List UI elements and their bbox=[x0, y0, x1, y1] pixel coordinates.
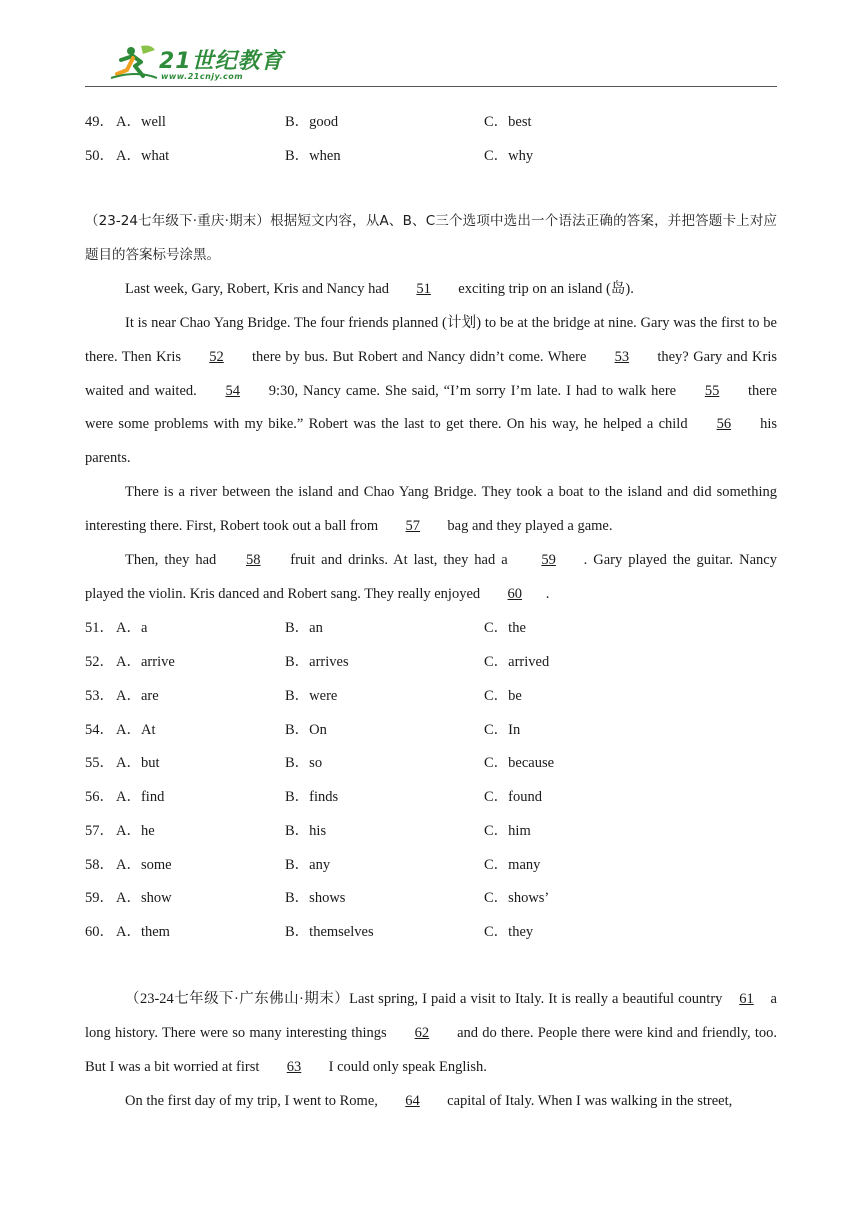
passage-paragraph-4 bbox=[85, 544, 777, 612]
blank-62: 62 bbox=[414, 1024, 430, 1041]
passage-text: Then, they had bbox=[125, 552, 223, 568]
question-number: 59． bbox=[85, 890, 114, 906]
option-c[interactable]: C．best bbox=[484, 114, 532, 130]
option-c[interactable]: C．because bbox=[484, 755, 555, 771]
section-instructions bbox=[85, 205, 777, 273]
question-number: 49． bbox=[85, 114, 114, 130]
option-c[interactable]: C．him bbox=[484, 823, 531, 839]
option-b[interactable]: B．finds bbox=[285, 789, 339, 805]
option-b[interactable]: B．good bbox=[285, 114, 339, 130]
question-number: 52． bbox=[85, 654, 114, 670]
passage-text: . bbox=[545, 585, 550, 602]
option-b[interactable]: B．an bbox=[285, 620, 323, 636]
passage-text: they? Gary and Kris waited and waited. bbox=[85, 348, 778, 399]
passage-text: There is a river between the island and Chao Yang Bridge. They took a boat to the island and did something interesting there. First, Robert took out a ball from bbox=[85, 484, 777, 534]
logo-url: www.21cnjy.com bbox=[161, 72, 244, 81]
option-b[interactable]: B．were bbox=[285, 688, 338, 704]
option-a[interactable]: A．well bbox=[116, 114, 166, 130]
passage-text: . Gary played the guitar. Nancy played the violin. Kris danced and Robert sang. They really enjoyed bbox=[85, 552, 777, 602]
passage-paragraph-6 bbox=[85, 1085, 777, 1119]
passage-text: （23-24七年级下·广东佛山·期末）Last spring, I paid a visit to Italy. It is really a beautiful country bbox=[125, 991, 727, 1007]
blank-56: 56 bbox=[716, 416, 732, 433]
option-a[interactable]: A．arrive bbox=[116, 654, 175, 670]
blank-64: 64 bbox=[405, 1093, 420, 1109]
question-number: 58． bbox=[85, 857, 114, 873]
option-c[interactable]: C．shows’ bbox=[484, 890, 550, 906]
option-row-60 bbox=[85, 922, 777, 942]
option-a[interactable]: A．but bbox=[116, 755, 160, 771]
passage-text: exciting trip on an island (岛). bbox=[454, 281, 634, 297]
option-b[interactable]: B．themselves bbox=[285, 924, 374, 940]
passage-text: there by bus. But Robert and Nancy didn’t come. Where bbox=[247, 348, 591, 365]
question-number: 55． bbox=[85, 755, 114, 771]
question-number: 60． bbox=[85, 924, 114, 940]
option-row-59 bbox=[85, 888, 777, 908]
question-number: 50． bbox=[85, 148, 114, 164]
option-b[interactable]: B．arrives bbox=[285, 654, 349, 670]
question-number: 57． bbox=[85, 823, 114, 839]
option-a[interactable]: A．a bbox=[116, 620, 148, 636]
option-c[interactable]: C．they bbox=[484, 924, 534, 940]
option-row-58 bbox=[85, 855, 777, 875]
option-a[interactable]: A．what bbox=[116, 148, 170, 164]
option-row-55 bbox=[85, 753, 777, 773]
blank-55: 55 bbox=[704, 382, 720, 399]
option-c[interactable]: C．many bbox=[484, 857, 541, 873]
passage-text: there were some problems with my bike.” Robert was the last to get there. On his way, he helped a child bbox=[85, 382, 777, 433]
passage-paragraph-5 bbox=[85, 983, 777, 1084]
option-row-53 bbox=[85, 686, 777, 706]
option-b[interactable]: B．so bbox=[285, 755, 323, 771]
passage-text: a long history. There were so many interesting things bbox=[85, 991, 777, 1041]
option-a[interactable]: A．them bbox=[116, 924, 170, 940]
passage-text: fruit and drinks. At last, they had a bbox=[284, 552, 514, 568]
blank-58: 58 bbox=[246, 552, 261, 568]
passage-text: It is near Chao Yang Bridge. The four friends planned (计划) to be at the bridge at nine. Gary was the first to be there. Then Kris bbox=[85, 315, 777, 365]
passage-text: his parents. bbox=[85, 416, 778, 467]
option-a[interactable]: A．some bbox=[116, 857, 172, 873]
passage-paragraph-2 bbox=[85, 307, 777, 476]
passage-paragraph-1 bbox=[85, 273, 777, 307]
passage-paragraph-3 bbox=[85, 476, 777, 544]
passage-text: I could only speak English. bbox=[325, 1058, 487, 1075]
option-c[interactable]: C．found bbox=[484, 789, 542, 805]
option-row-50 bbox=[85, 146, 777, 166]
blank-59: 59 bbox=[541, 552, 556, 568]
blank-63: 63 bbox=[286, 1058, 302, 1075]
logo-text: 21世纪教育 bbox=[159, 49, 284, 74]
option-c[interactable]: C．why bbox=[484, 148, 534, 164]
passage-text: Last week, Gary, Robert, Kris and Nancy had bbox=[125, 281, 393, 297]
passage-text: On the first day of my trip, I went to Rome, bbox=[125, 1093, 382, 1109]
option-c[interactable]: C．In bbox=[484, 722, 521, 738]
option-row-49 bbox=[85, 112, 777, 132]
passage-text: capital of Italy. When I was walking in the street, bbox=[443, 1093, 733, 1109]
question-number: 56． bbox=[85, 789, 114, 805]
option-b[interactable]: B．On bbox=[285, 722, 327, 738]
option-b[interactable]: B．when bbox=[285, 148, 341, 164]
option-b[interactable]: B．any bbox=[285, 857, 331, 873]
option-row-56 bbox=[85, 787, 777, 807]
option-b[interactable]: B．his bbox=[285, 823, 327, 839]
blank-60: 60 bbox=[507, 585, 523, 602]
blank-53: 53 bbox=[614, 348, 630, 365]
option-a[interactable]: A．At bbox=[116, 722, 156, 738]
blank-51: 51 bbox=[416, 281, 431, 297]
passage-text: 9:30, Nancy came. She said, “I’m sorry I’m late. I had to walk here bbox=[263, 382, 682, 399]
option-a[interactable]: A．he bbox=[116, 823, 155, 839]
site-logo bbox=[107, 42, 287, 84]
option-a[interactable]: A．are bbox=[116, 688, 159, 704]
passage-text: and do there. People there were kind and friendly, too. But I was a bit worried at first bbox=[85, 1024, 777, 1075]
option-c[interactable]: C．the bbox=[484, 620, 526, 636]
option-row-52 bbox=[85, 652, 777, 672]
blank-57: 57 bbox=[405, 517, 421, 534]
option-row-57 bbox=[85, 821, 777, 841]
option-row-51 bbox=[85, 618, 777, 638]
option-row-54 bbox=[85, 720, 777, 740]
passage-text: bag and they played a game. bbox=[443, 517, 613, 534]
option-c[interactable]: C．be bbox=[484, 688, 522, 704]
page-header bbox=[85, 38, 777, 87]
option-a[interactable]: A．show bbox=[116, 890, 172, 906]
option-c[interactable]: C．arrived bbox=[484, 654, 550, 670]
option-b[interactable]: B．shows bbox=[285, 890, 346, 906]
question-number: 51． bbox=[85, 620, 114, 636]
question-number: 54． bbox=[85, 722, 114, 738]
blank-54: 54 bbox=[225, 382, 240, 399]
blank-52: 52 bbox=[209, 348, 224, 365]
instruction-text: （23-24七年级下·重庆·期末）根据短文内容，从A、B、C三个选项中选出一个语法正确的答案，并把答题卡上对应题目的答案标号涂黑。 bbox=[85, 213, 777, 263]
question-number: 53． bbox=[85, 688, 114, 704]
blank-61: 61 bbox=[739, 991, 754, 1007]
option-a[interactable]: A．find bbox=[116, 789, 165, 805]
